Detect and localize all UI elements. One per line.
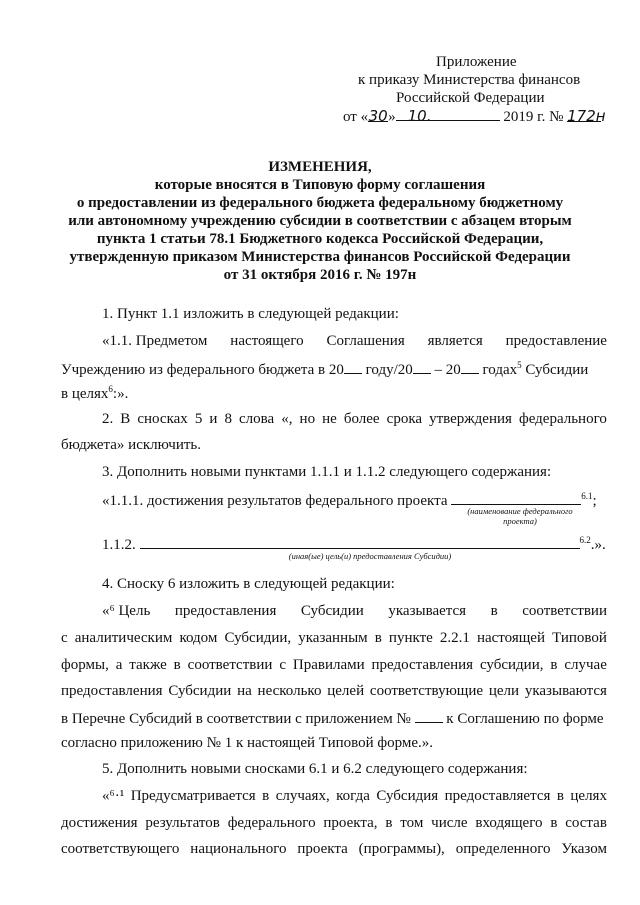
word: кодом (179, 630, 218, 646)
word: Соглашения (326, 333, 405, 349)
word: с (279, 657, 286, 673)
title-line: о предоставлении из федерального бюджета федеральному бюджетному (76, 195, 564, 211)
word: 2.2.1 (439, 630, 470, 646)
paragraph-2-line2: бюджета» исключить. (61, 437, 201, 453)
word: а (115, 657, 123, 673)
footnote-6-1-line2 (61, 814, 607, 832)
word: состав (565, 815, 607, 831)
word: в (262, 788, 270, 804)
word: числе (431, 815, 468, 831)
word: национального (190, 841, 287, 857)
title-line: утвержденную приказом Министерства финансов Российской Федерации (69, 249, 571, 265)
word: сносках (137, 411, 188, 427)
order-year: 2019 г. № (503, 109, 564, 125)
year-blank (344, 359, 362, 374)
word: предоставления (371, 657, 474, 673)
order-date-number (343, 107, 606, 126)
text: Субсидии (521, 362, 589, 378)
word: Правилами (292, 657, 365, 673)
word: является (427, 333, 483, 349)
project-name-caption: (наименование федерального (467, 506, 573, 516)
word: в (374, 630, 382, 646)
text: в целях (61, 386, 109, 402)
quote-1-1-line3 (61, 385, 128, 403)
word: Субсидия (376, 788, 439, 804)
word: Субсидии, (224, 630, 292, 646)
word: (программы), (358, 841, 445, 857)
word: предоставляется (444, 788, 551, 804)
word: в (550, 657, 558, 673)
word: входящего (475, 815, 543, 831)
text: «1.1.1. достижения результатов федерального проекта (102, 493, 448, 509)
quote-1-1-line1 (102, 332, 607, 350)
word: указываются (524, 683, 607, 699)
word: несколько (257, 683, 322, 699)
word: Предусматривается (130, 788, 256, 804)
footnote-6-1-line3 (61, 840, 607, 858)
project-name-caption: проекта) (503, 516, 537, 526)
text: .». (590, 537, 606, 553)
word: соответствующего (61, 841, 180, 857)
word: и (209, 411, 218, 427)
other-goals-caption: (иная(ые) цель(и) предоставления Субсидии) (288, 551, 452, 561)
word: Субсидии (300, 603, 364, 619)
footnote-6-line6: согласно приложению № 1 к настоящей Типовой форме.». (61, 735, 434, 751)
word: настоящего (230, 333, 304, 349)
word: но (299, 411, 316, 427)
footnote-6-line5 (61, 708, 604, 728)
word: цели (488, 683, 520, 699)
word: Субсидии (168, 683, 232, 699)
title-line: от 31 октября 2016 г. № 197н (223, 267, 417, 283)
footnote-6-line3 (61, 656, 607, 674)
word: предоставления (174, 603, 277, 619)
word: «⁶ Цель (102, 603, 151, 619)
word: целей (327, 683, 365, 699)
appendix-number-blank (415, 708, 443, 723)
word: целях (570, 788, 607, 804)
text: годах (478, 362, 518, 378)
paragraph-3: 3. Дополнить новыми пунктами 1.1.1 и 1.1.2 следующего содержания: (102, 464, 552, 480)
word: не (322, 411, 337, 427)
word: проекта (297, 841, 348, 857)
word: предоставления (61, 683, 163, 699)
word: достижения (61, 815, 138, 831)
paragraph-4: 4. Сноску 6 изложить в следующей редакции: (102, 576, 395, 592)
text: :». (112, 386, 129, 402)
footnote-ref: 5 (517, 360, 522, 370)
word: случае (564, 657, 607, 673)
order-reference: к приказу Министерства финансов (358, 72, 581, 88)
word: формы, (61, 657, 109, 673)
word: соответствии (187, 657, 273, 673)
word: «1.1. Предметом (102, 333, 208, 349)
title-line: которые вносятся в Типовую форму соглашения (154, 177, 486, 193)
date-prefix: от « (343, 109, 369, 125)
word: Типовой (552, 630, 607, 646)
text: ; (592, 493, 597, 509)
word: настоящей (476, 630, 545, 646)
paragraph-1: 1. Пункт 1.1 изложить в следующей редакции: (102, 306, 399, 322)
footnote-ref: 6.2 (579, 535, 591, 545)
title-line: пункта 1 статьи 78.1 Бюджетного кодекса Российской Федерации, (96, 231, 544, 247)
date-close: » (388, 109, 396, 125)
year-blank (413, 359, 431, 374)
appendix-label: Приложение (436, 54, 517, 70)
order-number: 172н (567, 107, 606, 125)
word: определенного (455, 841, 551, 857)
word: случаях, (275, 788, 330, 804)
word: также (129, 657, 167, 673)
word: слова (239, 411, 275, 427)
word: В (120, 411, 131, 427)
text: к Соглашению по форме (442, 711, 604, 727)
word: Указом (561, 841, 607, 857)
footnote-6-line2 (61, 629, 607, 647)
word: в (490, 603, 498, 619)
word: более (343, 411, 380, 427)
footnote-ref: 6.1 (581, 491, 593, 501)
project-name-blank (451, 490, 581, 505)
word: утверждения (429, 411, 512, 427)
title-line: или автономному учреждению субсидии в соответствии с абзацем вторым (68, 213, 572, 229)
word: в (550, 815, 558, 831)
word: соответствии (522, 603, 607, 619)
word: на (237, 683, 252, 699)
word: с (61, 630, 68, 646)
word: федерального (518, 411, 607, 427)
word: проекта, (323, 815, 378, 831)
word: в (385, 815, 393, 831)
quote-1-1-line2 (61, 359, 588, 379)
ministry-country: Российской Федерации (396, 90, 545, 106)
footnote-6-line4 (61, 682, 607, 700)
year-blank (461, 359, 479, 374)
title-heading: ИЗМЕНЕНИЯ, (268, 159, 372, 175)
word: в (173, 657, 181, 673)
word: соответствующие (369, 683, 484, 699)
word: 5 (194, 411, 203, 427)
word: когда (336, 788, 370, 804)
word: том (400, 815, 424, 831)
paragraph-2-line1 (102, 410, 607, 428)
word: федерального (227, 815, 316, 831)
word: «, (281, 411, 293, 427)
word: срока (386, 411, 423, 427)
word: указывается (388, 603, 467, 619)
footnote-ref: 6 (108, 384, 113, 394)
order-month: 10. (396, 107, 500, 121)
text: 1.1.2. (102, 537, 136, 553)
text: в Перечне Субсидий в соответствии с приложением № (61, 711, 411, 727)
text: Учреждению из федерального бюджета в 20 (61, 362, 344, 378)
word: результатов (145, 815, 220, 831)
other-goals-blank (140, 534, 580, 549)
word: пункте (388, 630, 433, 646)
word: указанным (298, 630, 368, 646)
word: 8 (224, 411, 232, 427)
paragraph-5: 5. Дополнить новыми сносками 6.1 и 6.2 следующего содержания: (102, 761, 528, 777)
word: аналитическим (74, 630, 173, 646)
word: субсидии, (479, 657, 544, 673)
text: году/20 (361, 362, 413, 378)
text: – 20 (430, 362, 461, 378)
word: «⁶·¹ (102, 788, 125, 804)
order-day: 30 (368, 107, 388, 125)
word: в (556, 788, 564, 804)
word: 2. (102, 411, 114, 427)
footnote-6-line1 (102, 602, 607, 620)
word: предоставление (505, 333, 607, 349)
footnote-6-1-line1 (102, 787, 607, 805)
